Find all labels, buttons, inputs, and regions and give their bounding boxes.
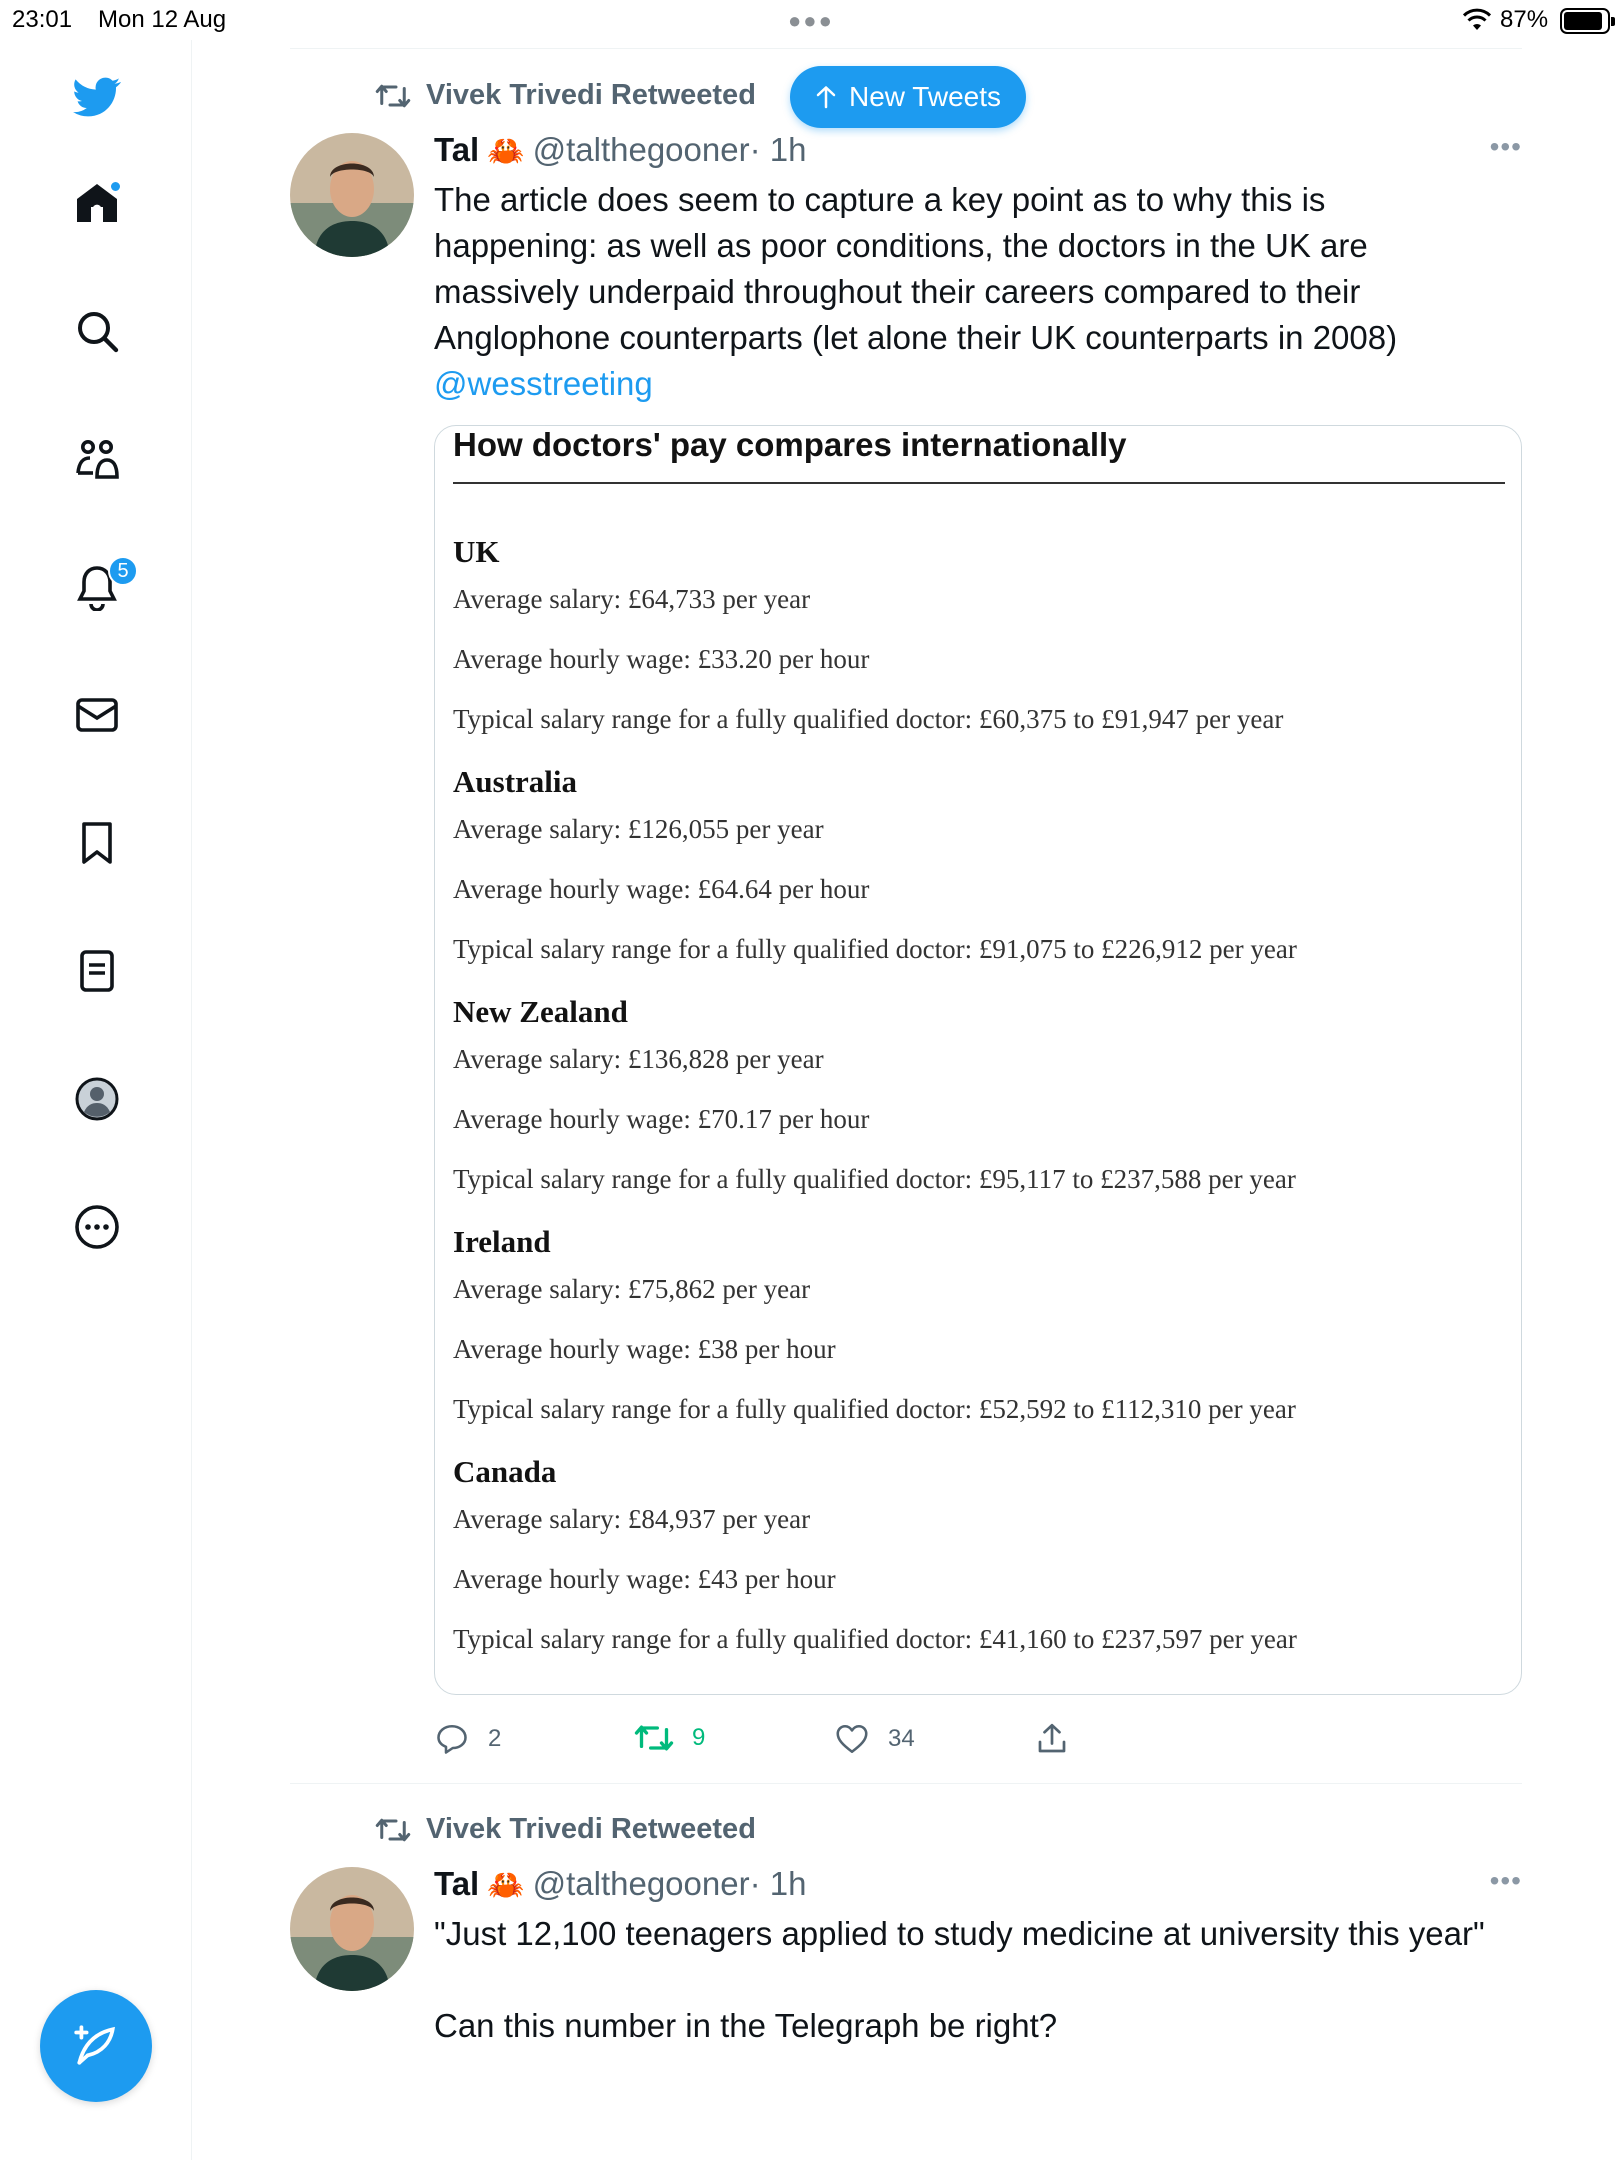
communities-icon[interactable] [62, 424, 132, 494]
average-salary: Average salary: £75,862 per year [453, 1274, 811, 1304]
hourly-wage: Average hourly wage: £43 per hour [453, 1564, 836, 1594]
author-handle[interactable]: @talthegooner [532, 1865, 750, 1902]
retweet-small-icon [374, 1815, 412, 1845]
reply-count: 2 [488, 1725, 502, 1752]
retweet-small-icon [374, 81, 412, 111]
home-new-dot [109, 180, 122, 193]
tweet-more-icon[interactable]: ••• [1489, 1865, 1522, 1896]
embedded-article-card[interactable] [434, 425, 1522, 1695]
tweet-body-line: "Just 12,100 teenagers applied to study medicine at university this year" [434, 1915, 1485, 1952]
author-name[interactable]: Tal [434, 1865, 480, 1902]
salary-range: Typical salary range for a fully qualified doctor: £95,117 to £237,588 per year [453, 1164, 1296, 1194]
country-block-new-zealand [453, 994, 1296, 1222]
author-handle[interactable]: @talthegooner [532, 131, 750, 168]
tweet-more-icon[interactable]: ••• [1489, 131, 1522, 162]
tweet-header [434, 1865, 806, 1903]
crab-emoji: 🦀 [487, 135, 525, 168]
notifications-badge: 5 [108, 556, 138, 586]
country-name: New Zealand [453, 994, 628, 1029]
status-date: Mon 12 Aug [98, 6, 227, 33]
bookmarks-icon[interactable] [62, 808, 132, 878]
lists-icon[interactable] [62, 936, 132, 1006]
tweet-text [434, 177, 1494, 407]
salary-range: Typical salary range for a fully qualified doctor: £91,075 to £226,912 per year [453, 934, 1297, 964]
battery-icon [1560, 8, 1610, 34]
retweet-count: 9 [692, 1724, 706, 1751]
tweet-body-line: Can this number in the Telegraph be right? [434, 2007, 1058, 2044]
new-tweets-button[interactable] [790, 66, 1026, 128]
compose-tweet-button[interactable] [40, 1990, 152, 2102]
battery-percent: 87% [1500, 6, 1549, 33]
salary-range: Typical salary range for a fully qualified doctor: £60,375 to £91,947 per year [453, 704, 1284, 734]
compose-feather-icon [71, 2021, 121, 2071]
salary-range: Typical salary range for a fully qualified doctor: £52,592 to £112,310 per year [453, 1394, 1296, 1424]
retweet-icon [634, 1721, 674, 1755]
country-block-canada [453, 1454, 1297, 1682]
heart-icon [834, 1721, 870, 1757]
messages-mail-icon[interactable] [62, 680, 132, 750]
country-name: Ireland [453, 1224, 551, 1259]
status-bar [0, 0, 1620, 40]
country-block-ireland [453, 1224, 1296, 1452]
tweet-body: The article does seem to capture a key point as to why this is happening: as well as poor conditions, the doctors in the UK are massively underpaid throughout their careers compared to their Anglophone counterparts (let alone their UK counterparts in 2008) [434, 181, 1398, 356]
like-count: 34 [888, 1725, 915, 1752]
mention-link[interactable]: @wesstreeting [434, 365, 653, 402]
salary-range: Typical salary range for a fully qualified doctor: £41,160 to £237,597 per year [453, 1624, 1297, 1654]
tweet-time[interactable]: · 1h [749, 1865, 807, 1902]
hourly-wage: Average hourly wage: £38 per hour [453, 1334, 836, 1364]
average-salary: Average salary: £136,828 per year [453, 1044, 824, 1074]
author-name[interactable]: Tal [434, 131, 480, 168]
tweet-time[interactable]: · 1h [749, 131, 807, 168]
retweet-context [374, 1813, 756, 1846]
tweet-header [434, 131, 806, 169]
hourly-wage: Average hourly wage: £70.17 per hour [453, 1104, 870, 1134]
reply-icon [434, 1721, 470, 1757]
retweet-button[interactable] [634, 1721, 705, 1755]
wifi-icon [1462, 8, 1492, 37]
multitasking-dots-icon[interactable]: ●●● [788, 8, 834, 33]
author-avatar[interactable] [290, 133, 414, 257]
retweeted-by: Vivek Trivedi Retweeted [426, 1813, 756, 1845]
arrow-up-icon [815, 85, 837, 109]
like-button[interactable] [834, 1721, 915, 1757]
home-icon[interactable] [62, 168, 132, 238]
card-title: How doctors' pay compares internationally [453, 426, 1505, 484]
average-salary: Average salary: £126,055 per year [453, 814, 824, 844]
tweet-text [434, 1911, 1494, 2049]
search-icon[interactable] [62, 296, 132, 366]
new-tweets-label: New Tweets [849, 81, 1001, 112]
average-salary: Average salary: £84,937 per year [453, 1504, 811, 1534]
country-block-uk [453, 534, 1283, 762]
country-name: Australia [453, 764, 577, 799]
tweet-divider [290, 1783, 1522, 1784]
notifications-bell-icon[interactable] [62, 552, 132, 622]
country-block-australia [453, 764, 1297, 992]
hourly-wage: Average hourly wage: £64.64 per hour [453, 874, 870, 904]
retweeted-by: Vivek Trivedi Retweeted [426, 79, 756, 111]
country-name: Canada [453, 1454, 557, 1489]
left-nav [0, 40, 192, 2160]
tweet-actions [434, 1721, 1134, 1771]
average-salary: Average salary: £64,733 per year [453, 584, 811, 614]
profile-avatar-icon[interactable] [62, 1064, 132, 1134]
status-time: 23:01 [12, 6, 73, 33]
crab-emoji: 🦀 [487, 1869, 525, 1902]
share-icon [1034, 1721, 1070, 1757]
more-options-icon[interactable] [62, 1192, 132, 1262]
author-avatar[interactable] [290, 1867, 414, 1991]
share-button[interactable] [1034, 1721, 1070, 1757]
twitter-logo-icon[interactable] [62, 62, 132, 132]
reply-button[interactable] [434, 1721, 501, 1757]
country-name: UK [453, 534, 500, 569]
hourly-wage: Average hourly wage: £33.20 per hour [453, 644, 870, 674]
retweet-context [374, 79, 756, 112]
